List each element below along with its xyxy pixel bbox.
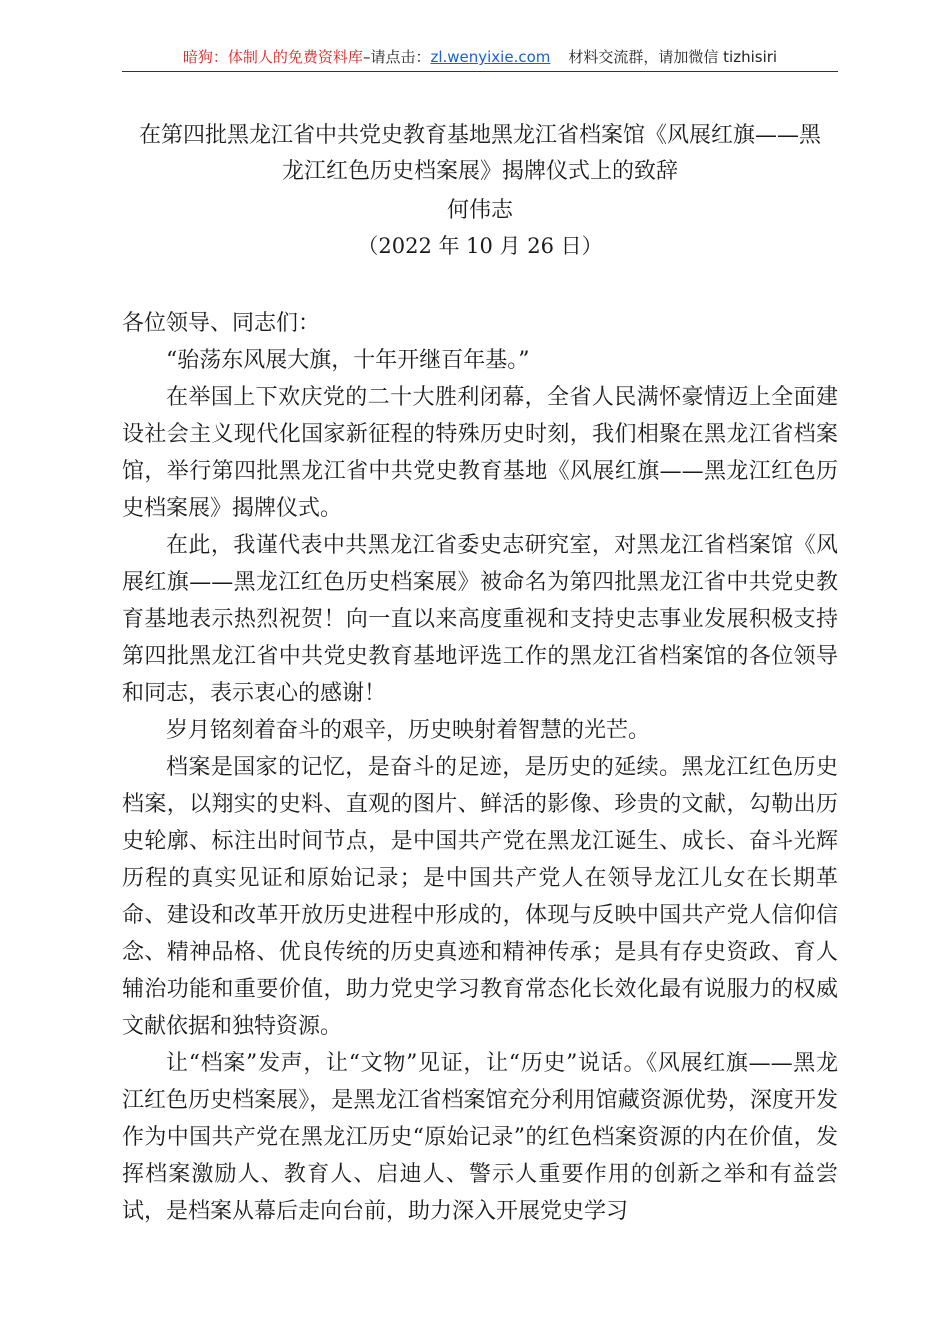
document-body [122, 305, 838, 1230]
salutation: 各位领导、同志们： [122, 311, 321, 336]
document-author: 何伟志 [446, 198, 513, 223]
document-title [122, 118, 838, 190]
title-line-2: 龙江红色历史档案展》揭牌仪式上的致辞 [281, 159, 678, 184]
paragraph-1: “骀荡东风展大旗，十年开继百年基。” [166, 348, 530, 373]
paragraph-4: 岁月铭刻着奋斗的艰辛，历史映射着智慧的光芒。 [166, 718, 651, 743]
title-line-1: 在第四批黑龙江省中共党史教育基地黑龙江省档案馆《风展红旗——黑 [138, 123, 821, 148]
header-prompt: –请点击： [362, 48, 431, 66]
document-date: （2022 年 10 月 26 日） [357, 234, 603, 258]
header-link[interactable]: zl.wenyixie.com [430, 48, 551, 66]
paragraph-6: 让“档案”发声，让“文物”见证，让“历史”说话。《风展红旗——黑龙江红色历史档案展》，是黑龙江省档案馆充分利用馆藏资源优势，深度开发作为中国共产党在黑龙江历史“原始记录”的红色档案资源的内在价值，发挥档案激励人、教育人、启迪人、警示人重要作用的创新之举和有益尝试，是档案从幕后走向台前，助力深入开展党史学习 [122, 1051, 838, 1224]
header-banner [122, 44, 838, 70]
header-contact: 材料交流群，请加微信 tizhisiri [568, 48, 778, 66]
paragraph-2: 在举国上下欢庆党的二十大胜利闭幕，全省人民满怀豪情迈上全面建设社会主义现代化国家新征程的特殊历史时刻，我们相聚在黑龙江省档案馆，举行第四批黑龙江省中共党史教育基地《风展红旗——黑龙江红色历史档案展》揭牌仪式。 [122, 385, 838, 521]
paragraph-3: 在此，我谨代表中共黑龙江省委史志研究室，对黑龙江省档案馆《风展红旗——黑龙江红色历史档案展》被命名为第四批黑龙江省中共党史教育基地表示热烈祝贺！向一直以来高度重视和支持史志事业发展积极支持第四批黑龙江省中共党史教育基地评选工作的黑龙江省档案馆的各位领导和同志，表示衷心的感谢！ [122, 533, 838, 706]
header-brand: 暗狗：体制人的免费资料库 [182, 48, 363, 66]
header-divider [122, 71, 838, 72]
paragraph-5: 档案是国家的记忆，是奋斗的足迹，是历史的延续。黑龙江红色历史档案，以翔实的史料、直观的图片、鲜活的影像、珍贵的文献，勾勒出历史轮廓、标注出时间节点，是中国共产党在黑龙江诞生、成长、奋斗光辉历程的真实见证和原始记录；是中国共产党人在领导龙江儿女在长期革命、建设和改革开放历史进程中形成的，体现与反映中国共产党人信仰信念、精神品格、优良传统的历史真迹和精神传承；是具有存史资政、育人辅治功能和重要价值，助力党史学习教育常态化长效化最有说服力的权威文献依据和独特资源。 [122, 755, 838, 1039]
